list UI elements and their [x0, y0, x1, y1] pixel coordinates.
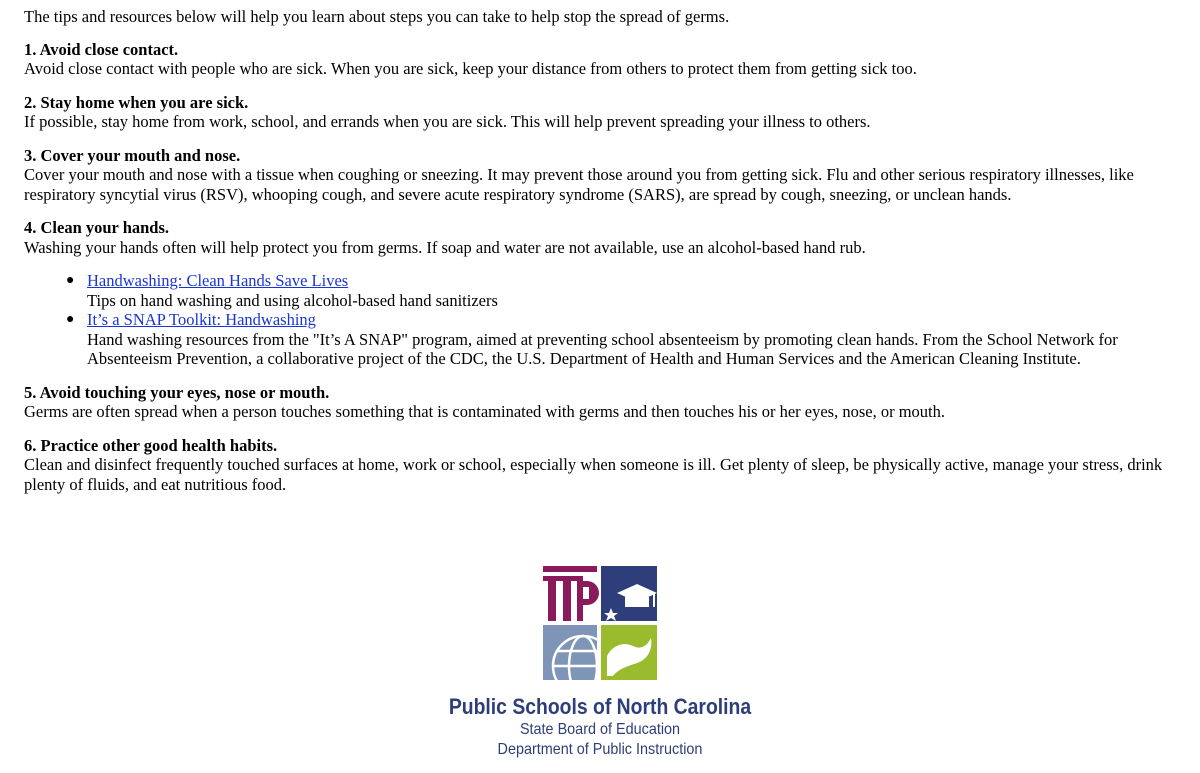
tip-body: Washing your hands often will help protect you from germs. If soap and water are not available, use an alcohol-based hand rub. [24, 237, 866, 257]
resource-description: Hand washing resources from the "It’s A SNAP" program, aimed at preventing school absenteeism by promoting clean hands. From the School Network for Absenteeism Prevention, a collaborative project of the CDC, the U.S. Department of Health and Human Services and the American Cleaning Institute. [87, 329, 1118, 368]
footer-logo-block [380, 566, 820, 760]
resource-description: Tips on hand washing and using alcohol-based hand sanitizers [87, 290, 498, 310]
tip-body: Germs are often spread when a person touches something that is contaminated with germs and then touches his or her eyes, nose, or mouth. [24, 402, 946, 421]
tip-title: 6. Practice other good health habits. [24, 435, 278, 455]
tip-3 [24, 146, 1174, 205]
intro-text: The tips and resources below will help you learn about steps you can take to help stop the spread of germs. [24, 7, 730, 26]
list-item [66, 271, 1174, 310]
tip-5 [24, 383, 1174, 422]
tip-body: Avoid close contact with people who are sick. When you are sick, keep your distance from others to protect them from getting sick too. [24, 59, 917, 78]
tip-title: 3. Cover your mouth and nose. [24, 145, 241, 165]
handwashing-link[interactable]: Handwashing: Clean Hands Save Lives [87, 271, 349, 290]
tip-body: Clean and disinfect frequently touched surfaces at home, work or school, especially when someone is ill. Get plenty of sleep, be physically active, manage your stress, drink plenty of fluids, and eat nutritious food. [24, 455, 1163, 494]
tip-1 [24, 40, 1174, 79]
org-subtitle-board: State Board of Education [519, 721, 681, 738]
nc-public-schools-logo-icon [543, 566, 657, 680]
tip-title: 4. Clean your hands. [24, 218, 170, 237]
tip-6 [24, 436, 1174, 495]
tip-body: Cover your mouth and nose with a tissue when coughing or sneezing. It may prevent those around you from getting sick. Flu and other serious respiratory illnesses, like respiratory syncytial virus (RSV), whooping cough, and severe acute respiratory syndrome (SARS), are spread by cough, sneezing, or unclean hands. [24, 165, 1134, 204]
org-name: Public Schools of North Carolina [448, 694, 752, 719]
resource-list [24, 271, 1174, 369]
bullet-icon: ● [66, 312, 75, 327]
tip-4 [24, 218, 1174, 257]
bullet-icon: ● [66, 273, 75, 288]
list-item [66, 310, 1174, 369]
snap-toolkit-link[interactable]: It’s a SNAP Toolkit: Handwashing [87, 310, 316, 329]
document-body [24, 7, 1174, 508]
tip-title: 2. Stay home when you are sick. [24, 92, 249, 112]
tip-2 [24, 93, 1174, 132]
tip-title: 5. Avoid touching your eyes, nose or mouth. [24, 382, 330, 402]
org-subtitle-department: Department of Public Instruction [497, 741, 703, 758]
tip-body: If possible, stay home from work, school, and errands when you are sick. This will help prevent spreading your illness to others. [24, 112, 871, 131]
tip-title: 1. Avoid close contact. [24, 39, 179, 59]
